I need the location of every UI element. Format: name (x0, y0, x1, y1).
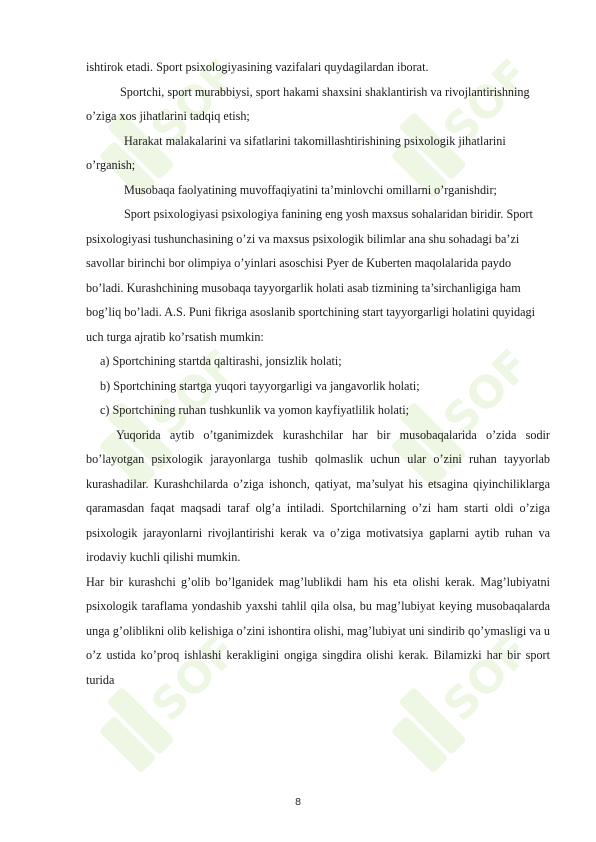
paragraph: Musobaqa faolyatining muvoffaqiyatini ta’minlovchi omillarni o’rganishdir; (124, 182, 497, 197)
paragraph: ishtirok etadi. Sport psixologiyasining vazifalari quydagilardan iborat. (86, 60, 429, 74)
page-number: 8 (294, 797, 302, 808)
watermark-text: SOF (433, 55, 520, 157)
watermark-text: SOF (141, 345, 228, 447)
paragraph: Sportchi, sport murabbiysi, sport hakami shaxsini shaklantirish va rivojlantirishning o’ziga xos jihatlarini tadqiq etish; (86, 84, 530, 123)
watermark-text: SOF (141, 630, 228, 732)
watermark-text: SOF (433, 345, 520, 447)
paragraph: Yuqorida aytib o’tganimizdek kurashchilar har bir musobaqalarida o’zida sodir bo’layotgan psixologik jarayonlarga tushib qolmaslik uchun ular o’zini ruhan tayyorlab kurashadilar. Kurashchilarda o’ziga ishonch, qatiyat, ma’sulyat his etsagina qiyinchiliklarga qaramasdan faqat maqsadi taraf olg’a intiladi. Sportchilarning o’zi ham starti oldi o’ziga psixologik jarayonlarni rivojlantirishi kerak va o’ziga motivatsiya gaplarni aytib ruhan va irodaviy kuchli qilishi mumkin. (86, 427, 550, 564)
list-item: b) Sportchining startga yuqori tayyorgarligi va jangavorlik holati; (100, 378, 420, 393)
body-text (86, 55, 550, 692)
paragraph: Sport psixologiyasi psixologiya fanining eng yosh maxsus sohalaridan biridir. Sport psixologiyasi tushunchasining o’zi va maxsus psixologik bilimlar ana shu sohadagi ba’zi savollar birinchi bor olimpiya o’yinlari asoschisi Pyer de Kuberten maqolalarida paydo bo’ladi. Kurashchining musobaqa tayyorgarlik holati asab tizmining ta’sirchanligiga ham bog’liq bo’ladi. A.S. Puni fikriga asoslanib sportchining start tayyorgarligi holatini quyidagi uch turga ajratib ko’rsatish mumkin: (86, 207, 535, 344)
list-item: a) Sportchining startda qaltirashi, jonsizlik holati; (100, 354, 342, 368)
list-item: c) Sportchining ruhan tushkunlik va yomon kayfiyatlilik holati; (100, 403, 410, 417)
paragraph: Har bir kurashchi g’olib bo’lganidek mag’lublikdi ham his eta olishi kerak. Mag’lubiyatni psixologik taraflama yondashib yaxshi tahlil qila olsa, bu mag’lubiyat keying musobaqalarda unga g’oliblikni olib kelishiga o’zini ishontira olishi, mag’lubiyat uni sindirib qo’ymasligi va u o’z ustida ko’proq ishlashi kerakligini ongiga singdira olishi kerak. Bilamizki har bir sport turida (86, 574, 550, 687)
watermark-text: SOF (433, 630, 520, 732)
paragraph: Harakat malakalarini va sifatlarini takomillashtirishining psixologik jihatlarini o’rganish; (86, 133, 506, 172)
watermark-text: SOF (141, 55, 228, 157)
